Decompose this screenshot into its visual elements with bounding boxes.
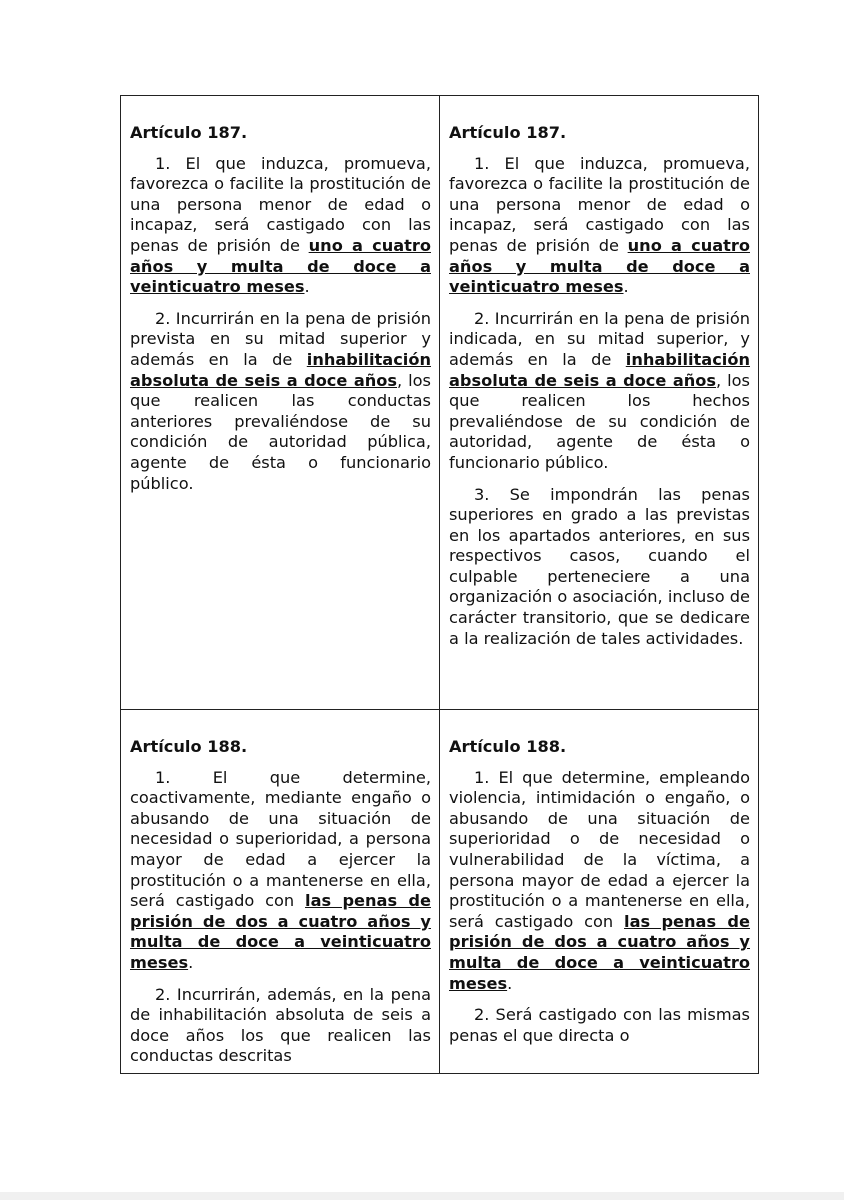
paragraph-text: 3. Se impondrán las penas superiores en grado a las previstas en los apartados anteriores, en sus respectivos casos, cuando el culpable perteneciere a una organización o asociación, incluso de carácter transitorio, que se dedicare a la realización de tales actividades.	[449, 484, 750, 648]
emphasized-text: uno a cuatro años y multa de doce a veinticuatro meses	[449, 235, 750, 297]
paragraph-text: .	[623, 277, 629, 297]
article-paragraph	[449, 154, 750, 298]
emphasized-text: inhabilitación absoluta de seis a doce años	[449, 349, 750, 390]
article-paragraph	[130, 768, 431, 974]
article-title: Artículo 188.	[449, 737, 567, 756]
cell-right-article-188	[440, 710, 759, 1074]
table-row-article-188	[121, 710, 759, 1074]
article-title: Artículo 188.	[130, 737, 248, 756]
emphasized-text: las penas de prisión de dos a cuatro años y multa de doce a veinticuatro meses	[449, 911, 750, 993]
paragraph-text: .	[188, 952, 194, 972]
cell-left-article-187	[121, 96, 440, 710]
cell-left-article-188	[121, 710, 440, 1074]
article-title: Artículo 187.	[449, 123, 567, 142]
emphasized-text: uno a cuatro años y multa de doce a veinticuatro meses	[130, 235, 431, 297]
emphasized-text: las penas de prisión de dos a cuatro años y multa de doce a veinticuatro meses	[130, 891, 431, 972]
page-bottom-band	[0, 1192, 844, 1200]
article-paragraph	[449, 485, 750, 650]
article-paragraph	[449, 309, 750, 474]
cell-right-article-187	[440, 96, 759, 710]
paragraph-text: 1. El que induzca, promueva, favorezca o facilite la prostitución de una persona menor de edad o incapaz, será castigado con las penas de prisión de	[449, 153, 750, 255]
cell-content	[130, 737, 431, 1073]
paragraph-text: , los que realicen los hechos prevaliéndose de su condición de autoridad, agente de ésta o funcionario público.	[449, 370, 750, 472]
article-body	[449, 768, 750, 1047]
table-row-article-187	[121, 96, 759, 710]
article-paragraph	[130, 154, 431, 298]
paragraph-text: 1. El que determine, empleando violencia, intimidación o engaño, o abusando de una situación de superioridad o de necesidad o vulnerabilidad de la víctima, a persona mayor de edad a ejercer la prostitución o a mantenerse en ella, será castigado con	[449, 767, 750, 931]
paragraph-text: 2. Incurrirán en la pena de prisión prevista en su mitad superior y además en la de	[130, 308, 431, 369]
article-paragraph	[449, 1005, 750, 1046]
paragraph-text: 1. El que induzca, promueva, favorezca o facilite la prostitución de una persona menor de edad o incapaz, será castigado con las penas de prisión de	[130, 153, 431, 255]
paragraph-text: .	[507, 973, 513, 993]
paragraph-text: , los que realicen las conductas anteriores prevaliéndose de su condición de autoridad pública, agente de ésta o funcionario público.	[130, 370, 431, 493]
paragraph-text: 2. Será castigado con las mismas penas el que directa o	[449, 1005, 750, 1045]
article-title: Artículo 187.	[130, 123, 248, 142]
comparison-table	[120, 95, 759, 1074]
article-paragraph	[449, 768, 750, 995]
paragraph-text: .	[304, 277, 310, 297]
article-paragraph	[130, 985, 431, 1067]
emphasized-text: inhabilitación absoluta de seis a doce años	[130, 349, 431, 390]
article-body	[130, 154, 431, 495]
paragraph-text: 2. Incurrirán en la pena de prisión indicada, en su mitad superior, y además en la de	[449, 308, 750, 369]
article-body	[130, 768, 431, 1067]
paragraph-text: 1. El que determine, coactivamente, mediante engaño o abusando de una situación de necesidad o superioridad, a persona mayor de edad a ejercer la prostitución o a mantenerse en ella, será castigado con	[130, 767, 431, 911]
cell-content	[449, 123, 750, 660]
cell-content	[130, 123, 431, 505]
cell-content	[449, 737, 750, 1073]
article-body	[449, 154, 750, 650]
paragraph-text: 2. Incurrirán, además, en la pena de inhabilitación absoluta de seis a doce años los que realicen las conductas descritas	[130, 984, 431, 1066]
article-paragraph	[130, 309, 431, 494]
